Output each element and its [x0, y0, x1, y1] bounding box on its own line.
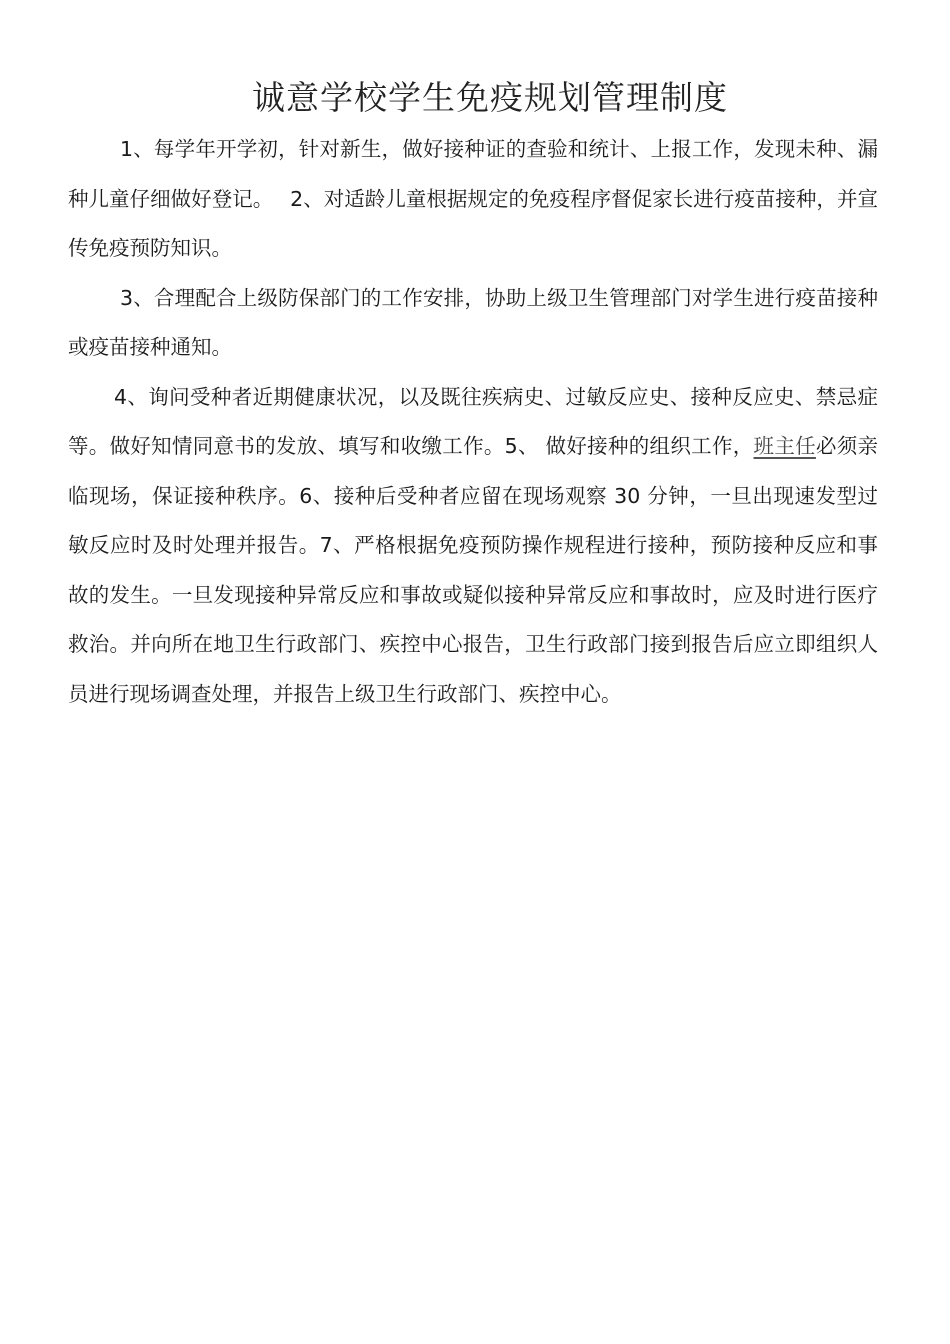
head-teacher-link[interactable]: 班主任 — [753, 434, 816, 458]
paragraph-1: 1、每学年开学初，针对新生，做好接种证的查验和统计、上报工作，发现未种、漏种儿童仔细做好登记。 2、对适龄儿童根据规定的免疫程序督促家长进行疫苗接种，并宣传免疫预防知识。 — [68, 137, 878, 260]
document-body — [68, 125, 878, 719]
paragraph-3-text-after-link: 必须亲临现场，保证接种秩序。6、接种后受种者应留在现场观察 30 分钟，一旦出现速发型过敏反应时及时处理并报告。7、严格根据免疫预防操作规程进行接种，预防接种反应和事故的发生。一旦发现接种异常反应和事故或疑似接种异常反应和事故时，应及时进行医疗救治。并向所在地卫生行政部门、疾控中心报告，卫生行政部门接到报告后应立即组织人员进行现场调查处理，并报告上级卫生行政部门、疾控中心。 — [68, 434, 879, 706]
paragraph-2: 3、合理配合上级防保部门的工作安排，协助上级卫生管理部门对学生进行疫苗接种或疫苗接种通知。 — [68, 285, 878, 359]
document-title: 诚意学校学生免疫规划管理制度 — [252, 78, 728, 117]
paragraph-3-text-before-link: 4、询问受种者近期健康状况，以及既往疾病史、过敏反应史、接种反应史、禁忌症等。做好知情同意书的发放、填写和收缴工作。5、 做好接种的组织工作， — [68, 384, 878, 458]
paragraph-3 — [68, 373, 878, 720]
